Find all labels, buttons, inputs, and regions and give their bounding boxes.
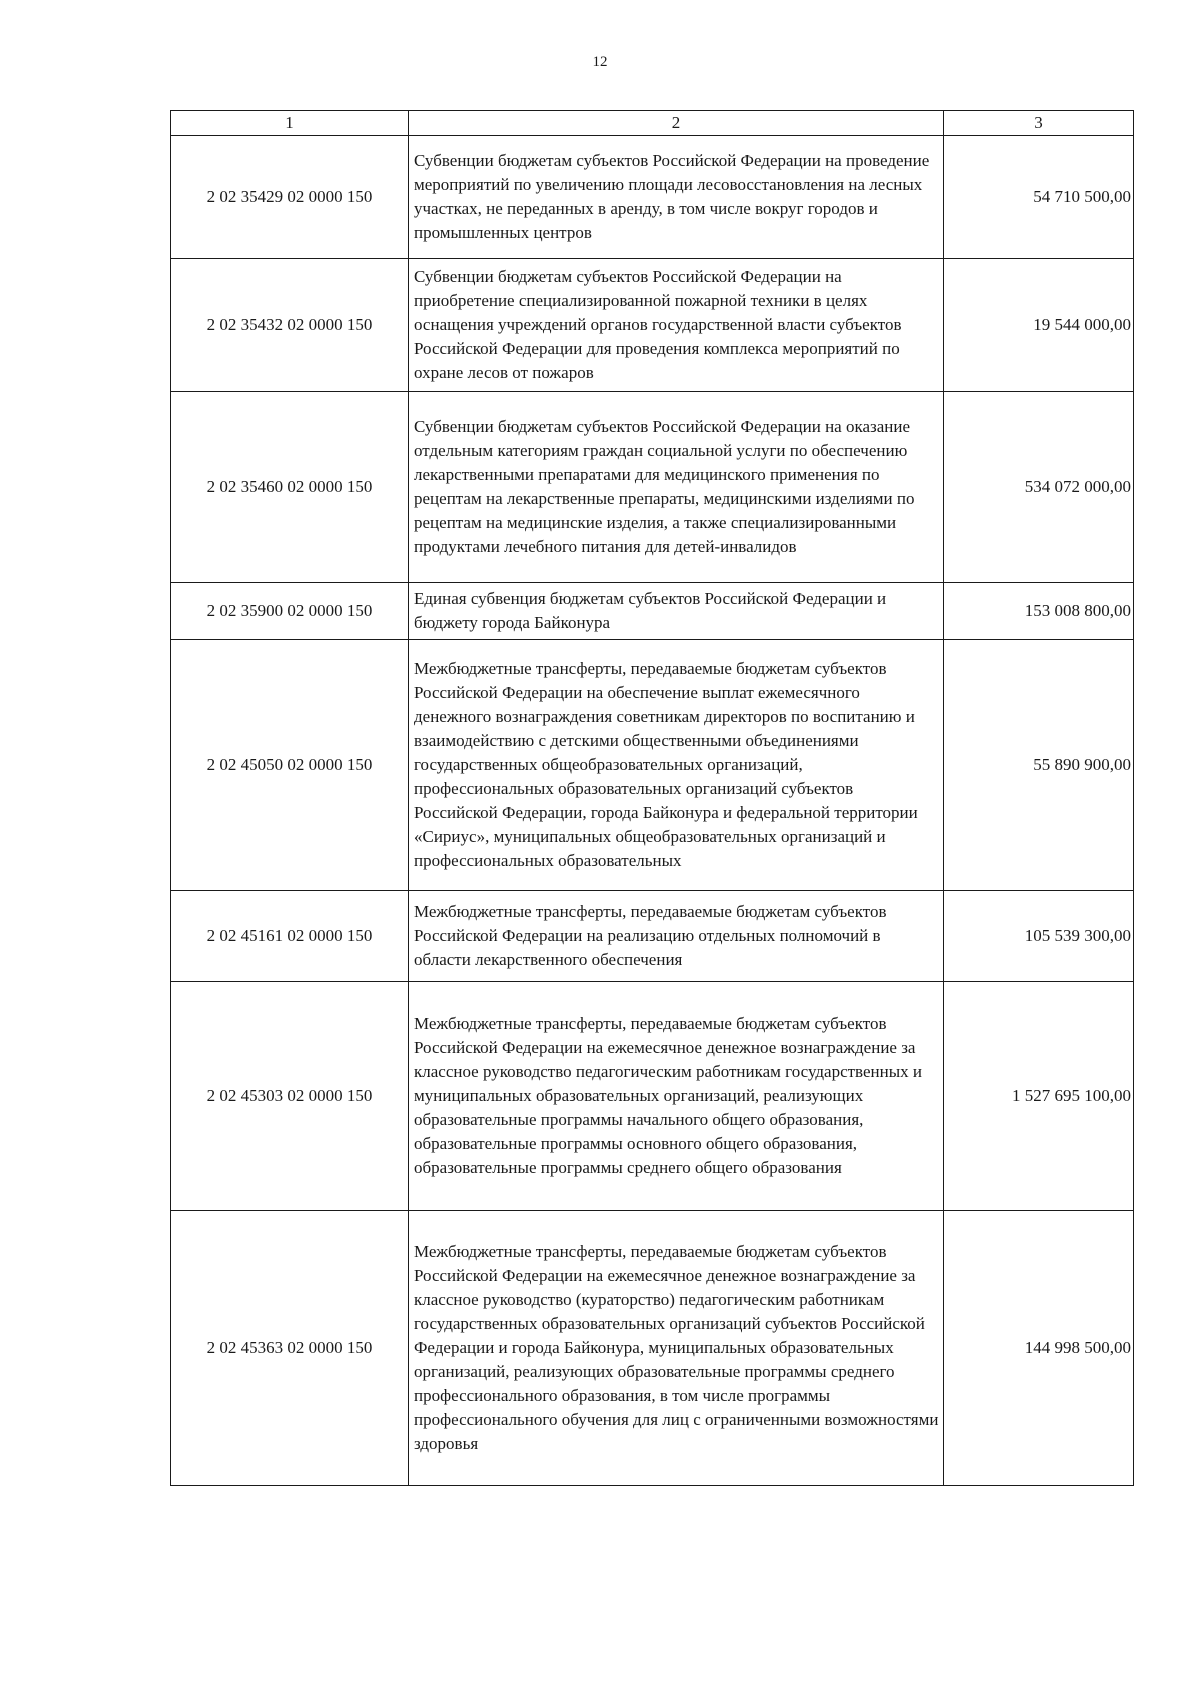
column-header-description: 2 [409,111,944,136]
row-description-cell: Единая субвенция бюджетам субъектов Российской Федерации и бюджету города Байконура [409,583,944,640]
page-number: 12 [592,54,608,70]
row-amount-cell: 534 072 000,00 [944,392,1134,583]
table-row [171,1211,1134,1486]
table-header-row [171,111,1134,136]
row-description-cell: Межбюджетные трансферты, передаваемые бюджетам субъектов Российской Федерации на ежемесячное денежное вознаграждение за классное руководство (кураторство) педагогическим работникам государственных образовательных организаций субъектов Российской Федерации и города Байконура, муниципальных образовательных организаций, реализующих образовательные программы среднего профессионального образования, в том числе программы профессионального обучения для лиц с ограниченными возможностями здоровья [409,1211,944,1486]
row-amount-cell: 19 544 000,00 [944,259,1134,392]
table-row [171,136,1134,259]
row-description-cell: Межбюджетные трансферты, передаваемые бюджетам субъектов Российской Федерации на ежемесячное денежное вознаграждение за классное руководство педагогическим работникам государственных и муниципальных образовательных организаций, реализующих образовательные программы начального общего образования, образовательные программы основного общего образования, образовательные программы среднего общего образования [409,982,944,1211]
column-header-amount: 3 [944,111,1134,136]
row-description-cell: Межбюджетные трансферты, передаваемые бюджетам субъектов Российской Федерации на обеспечение выплат ежемесячного денежного вознаграждения советникам директоров по воспитанию и взаимодействию с детскими общественными объединениями государственных общеобразовательных организаций, профессиональных образовательных организаций субъектов Российской Федерации, города Байконура и федеральной территории «Сириус», муниципальных общеобразовательных организаций и профессиональных образовательных [409,640,944,891]
row-description-cell: Межбюджетные трансферты, передаваемые бюджетам субъектов Российской Федерации на реализацию отдельных полномочий в области лекарственного обеспечения [409,891,944,982]
table-row [171,259,1134,392]
budget-table [170,110,1134,1486]
row-description-cell: Субвенции бюджетам субъектов Российской Федерации на приобретение специализированной пожарной техники в целях оснащения учреждений органов государственной власти субъектов Российской Федерации для проведения комплекса мероприятий по охране лесов от пожаров [409,259,944,392]
row-code-cell: 2 02 35432 02 0000 150 [171,259,409,392]
row-code-cell: 2 02 35460 02 0000 150 [171,392,409,583]
row-description-cell: Субвенции бюджетам субъектов Российской Федерации на проведение мероприятий по увеличению площади лесовосстановления на лесных участках, не переданных в аренду, в том числе вокруг городов и промышленных центров [409,136,944,259]
column-header-code: 1 [171,111,409,136]
row-code-cell: 2 02 45161 02 0000 150 [171,891,409,982]
table-row [171,392,1134,583]
row-amount-cell: 105 539 300,00 [944,891,1134,982]
table-row [171,583,1134,640]
table-row [171,891,1134,982]
row-code-cell: 2 02 45303 02 0000 150 [171,982,409,1211]
row-code-cell: 2 02 45363 02 0000 150 [171,1211,409,1486]
row-amount-cell: 153 008 800,00 [944,583,1134,640]
table-row [171,982,1134,1211]
row-amount-cell: 54 710 500,00 [944,136,1134,259]
row-code-cell: 2 02 35429 02 0000 150 [171,136,409,259]
row-amount-cell: 144 998 500,00 [944,1211,1134,1486]
row-description-cell: Субвенции бюджетам субъектов Российской Федерации на оказание отдельным категориям граждан социальной услуги по обеспечению лекарственными препаратами для медицинского применения по рецептам на лекарственные препараты, медицинскими изделиями по рецептам на медицинские изделия, а также специализированными продуктами лечебного питания для детей-инвалидов [409,392,944,583]
row-amount-cell: 1 527 695 100,00 [944,982,1134,1211]
row-code-cell: 2 02 45050 02 0000 150 [171,640,409,891]
row-amount-cell: 55 890 900,00 [944,640,1134,891]
row-code-cell: 2 02 35900 02 0000 150 [171,583,409,640]
table-row [171,640,1134,891]
